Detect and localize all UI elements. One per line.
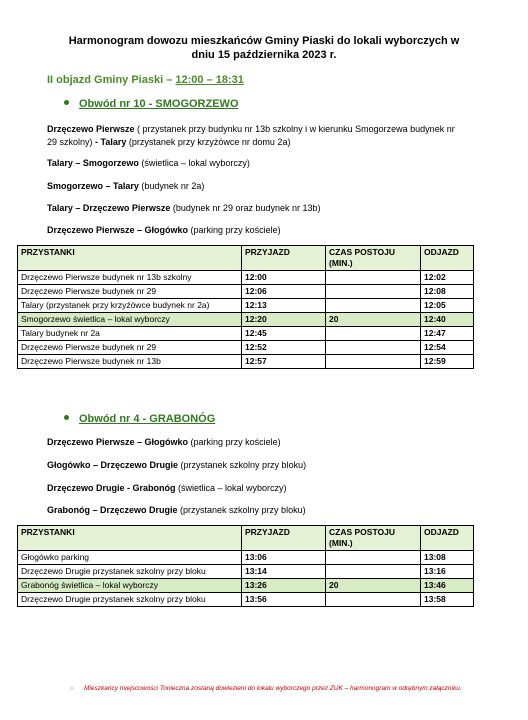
wait-cell: 20 (326, 313, 421, 327)
departure-cell: 12:54 (421, 341, 474, 355)
wait-cell (326, 341, 421, 355)
route-line (47, 157, 467, 170)
wait-cell (326, 593, 421, 607)
table-row (18, 299, 474, 313)
wait-cell (326, 565, 421, 579)
wait-cell (326, 299, 421, 313)
stop-cell: Drzęczewo Drugie przystanek szkolny przy bloku (18, 593, 242, 607)
arrival-cell: 13:56 (242, 593, 326, 607)
table-row (18, 593, 474, 607)
route-detail: (budynek nr 2a) (138, 181, 205, 191)
stop-cell: Drzęczewo Pierwsze budynek nr 13b (18, 355, 242, 369)
route-detail: (przystanek przy krzyżówce nr domu 2a) (126, 137, 291, 147)
table-header-row (18, 246, 474, 271)
wait-cell (326, 355, 421, 369)
stop-cell: Drzęczewo Pierwsze budynek nr 13b szkolny (18, 271, 242, 285)
departure-cell: 12:47 (421, 327, 474, 341)
schedule-table-grabonog (17, 525, 474, 607)
stop-cell: Głogówko parking (18, 551, 242, 565)
arrival-cell: 12:06 (242, 285, 326, 299)
header-arrival: PRZYJAZD (242, 246, 326, 271)
route-segment: Talary – Drzęczewo Pierwsze (47, 203, 171, 213)
departure-cell: 13:46 (421, 579, 474, 593)
route-detail: (budynek nr 29 oraz budynek nr 13b) (170, 203, 321, 213)
departure-cell: 12:59 (421, 355, 474, 369)
arrival-cell: 12:52 (242, 341, 326, 355)
departure-cell: 13:08 (421, 551, 474, 565)
section-heading-grabonog (64, 413, 215, 425)
table-row (18, 565, 474, 579)
header-stops: PRZYSTANKI (18, 246, 242, 271)
departure-cell: 12:40 (421, 313, 474, 327)
bullet-icon (64, 415, 69, 420)
wait-cell (326, 285, 421, 299)
table-row (18, 271, 474, 285)
header-stops: PRZYSTANKI (18, 526, 242, 551)
section-heading-smogorzewo (64, 98, 239, 110)
departure-cell: 12:02 (421, 271, 474, 285)
route-segment: Drzęczewo Pierwsze (47, 124, 135, 134)
stop-cell: Talary budynek nr 2a (18, 327, 242, 341)
stop-cell: Grabonóg świetlica – lokal wyborczy (18, 579, 242, 593)
objazd-time: 12:00 – 18:31 (175, 74, 244, 86)
arrival-cell: 12:13 (242, 299, 326, 313)
route-detail: (świetlica – lokal wyborczy) (175, 483, 287, 493)
route-line (47, 482, 467, 495)
arrival-cell: 12:45 (242, 327, 326, 341)
route-detail: (świetlica – lokal wyborczy) (138, 158, 250, 168)
route-line (47, 224, 467, 237)
stop-cell: Drzęczewo Pierwsze budynek nr 29 (18, 341, 242, 355)
footnote-text: Mieszkańcy miejscowości Tonieczna zostaną dowiezieni do lokalu wyborczego przez ZUK – harmonogram w odrębnym załączniku. (84, 685, 462, 692)
table-row (18, 285, 474, 299)
route-segment: Grabonóg – Drzęczewo Drugie (47, 505, 178, 515)
route-line (47, 123, 467, 149)
route-segment: Drzęczewo Pierwsze – Głogówko (47, 437, 189, 447)
arrival-cell: 12:20 (242, 313, 326, 327)
header-departure: ODJAZD (421, 246, 474, 271)
table-row (18, 327, 474, 341)
route-segment: Drzęczewo Drugie - Grabonóg (47, 483, 176, 493)
table-row (18, 341, 474, 355)
footnote (70, 684, 464, 693)
route-detail: (przystanek szkolny przy bloku) (178, 460, 307, 470)
route-line (47, 202, 467, 215)
route-detail: (przystanek szkolny przy bloku) (177, 505, 306, 515)
arrival-cell: 13:14 (242, 565, 326, 579)
route-detail: (parking przy kościele) (188, 225, 281, 235)
route-segment: Drzęczewo Pierwsze – Głogówko (47, 225, 189, 235)
bullet-icon (64, 100, 69, 105)
route-line (47, 459, 467, 472)
header-wait: CZAS POSTOJU (MIN.) (326, 246, 421, 271)
route-segment: Talary – Smogorzewo (47, 158, 139, 168)
section-heading-text: Obwód nr 4 - GRABONÓG (79, 413, 216, 425)
departure-cell: 12:08 (421, 285, 474, 299)
departure-cell: 12:05 (421, 299, 474, 313)
title-line-2: dniu 15 października 2023 r. (191, 49, 337, 61)
objazd-heading (47, 74, 244, 86)
route-segment: Głogówko – Drzęczewo Drugie (47, 460, 179, 470)
header-wait: CZAS POSTOJU (MIN.) (326, 526, 421, 551)
header-arrival: PRZYJAZD (242, 526, 326, 551)
title-line-1: Harmonogram dowozu mieszkańców Gminy Piaski do lokali wyborczych w (68, 35, 460, 47)
table-row-highlighted (18, 313, 474, 327)
table-header-row (18, 526, 474, 551)
route-line (47, 504, 467, 517)
stop-cell: Drzęczewo Drugie przystanek szkolny przy bloku (18, 565, 242, 579)
objazd-label: II objazd Gminy Piaski – (47, 74, 176, 86)
circle-bullet-icon: ○ (70, 685, 74, 692)
route-line (47, 436, 467, 449)
route-line (47, 180, 467, 193)
departure-cell: 13:58 (421, 593, 474, 607)
stop-cell: Drzęczewo Pierwsze budynek nr 29 (18, 285, 242, 299)
document-title (40, 34, 488, 62)
wait-cell (326, 271, 421, 285)
route-segment: Smogorzewo – Talary (47, 181, 139, 191)
route-detail: ( przystanek przy budynku nr 13b szkolny i w kierunku Smogorzewa budynek nr 29 szkolny) (47, 124, 455, 147)
route-segment: - Talary (92, 137, 127, 147)
arrival-cell: 13:26 (242, 579, 326, 593)
departure-cell: 13:16 (421, 565, 474, 579)
arrival-cell: 12:00 (242, 271, 326, 285)
wait-cell (326, 327, 421, 341)
table-row (18, 355, 474, 369)
arrival-cell: 13:06 (242, 551, 326, 565)
wait-cell: 20 (326, 579, 421, 593)
table-row (18, 551, 474, 565)
stop-cell: Smogorzewo świetlica – lokal wyborczy (18, 313, 242, 327)
route-detail: (parking przy kościele) (188, 437, 281, 447)
schedule-table-smogorzewo (17, 245, 474, 369)
header-departure: ODJAZD (421, 526, 474, 551)
wait-cell (326, 551, 421, 565)
table-row-highlighted (18, 579, 474, 593)
stop-cell: Talary (przystanek przy krzyżówce budynek nr 2a) (18, 299, 242, 313)
section-heading-text: Obwód nr 10 - SMOGORZEWO (79, 98, 239, 110)
arrival-cell: 12:57 (242, 355, 326, 369)
